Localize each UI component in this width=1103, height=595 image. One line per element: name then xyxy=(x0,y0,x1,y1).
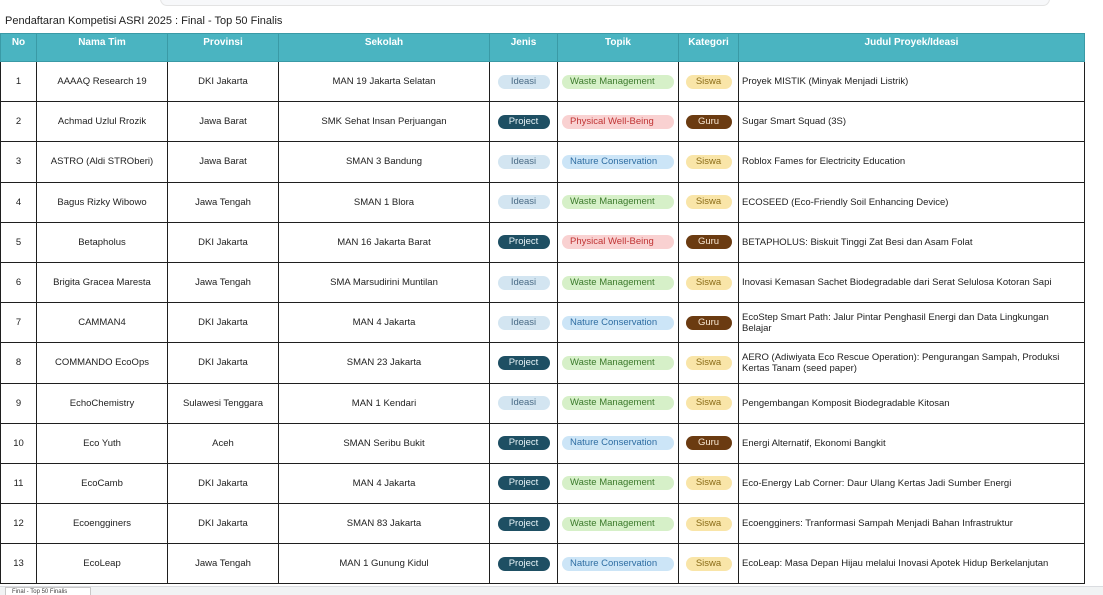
cell-provinsi[interactable]: DKI Jakarta xyxy=(168,343,279,383)
cell-kategori[interactable] xyxy=(679,383,739,423)
cell-jenis[interactable] xyxy=(490,504,558,544)
cell-no[interactable]: 1 xyxy=(1,62,37,102)
table-row[interactable] xyxy=(1,102,1085,142)
cell-kategori[interactable] xyxy=(679,544,739,584)
jenis-chip: Project xyxy=(498,115,550,129)
cell-nama-tim[interactable]: CAMMAN4 xyxy=(37,303,168,343)
topik-chip: Waste Management xyxy=(562,517,674,531)
kategori-chip: Siswa xyxy=(686,476,732,490)
cell-jenis[interactable] xyxy=(490,423,558,463)
header-judul[interactable]: Judul Proyek/Ideasi xyxy=(739,34,1085,62)
cell-sekolah[interactable]: MAN 1 Gunung Kidul xyxy=(279,544,490,584)
cell-topik[interactable] xyxy=(558,423,679,463)
cell-topik[interactable] xyxy=(558,102,679,142)
topik-chip: Waste Management xyxy=(562,356,674,370)
cell-topik[interactable] xyxy=(558,343,679,383)
cell-jenis[interactable] xyxy=(490,383,558,423)
top-toolbar xyxy=(0,0,1103,10)
topik-chip: Waste Management xyxy=(562,195,674,209)
cell-nama-tim[interactable]: Achmad Uzlul Rrozik xyxy=(37,102,168,142)
topik-chip: Nature Conservation xyxy=(562,436,674,450)
cell-nama-tim[interactable]: EchoChemistry xyxy=(37,383,168,423)
cell-sekolah[interactable]: MAN 1 Kendari xyxy=(279,383,490,423)
cell-nama-tim[interactable]: Betapholus xyxy=(37,222,168,262)
topik-chip: Waste Management xyxy=(562,476,674,490)
cell-jenis[interactable] xyxy=(490,303,558,343)
table-row[interactable] xyxy=(1,423,1085,463)
table-row[interactable] xyxy=(1,142,1085,182)
cell-jenis[interactable] xyxy=(490,182,558,222)
cell-no[interactable]: 12 xyxy=(1,504,37,544)
jenis-chip: Ideasi xyxy=(498,316,550,330)
kategori-chip: Siswa xyxy=(686,195,732,209)
cell-sekolah[interactable]: SMAN 83 Jakarta xyxy=(279,504,490,544)
cell-no[interactable]: 6 xyxy=(1,262,37,302)
table-row[interactable] xyxy=(1,544,1085,584)
header-sekolah[interactable]: Sekolah xyxy=(279,34,490,62)
finalist-table xyxy=(0,33,1085,584)
cell-topik[interactable] xyxy=(558,62,679,102)
table-row[interactable] xyxy=(1,222,1085,262)
cell-judul[interactable]: EcoLeap: Masa Depan Hijau melalui Inovasi Apotek Hidup Berkelanjutan xyxy=(739,544,1085,584)
cell-no[interactable]: 10 xyxy=(1,423,37,463)
jenis-chip: Project xyxy=(498,235,550,249)
cell-sekolah[interactable]: SMAN Seribu Bukit xyxy=(279,423,490,463)
table-row[interactable] xyxy=(1,303,1085,343)
table-row[interactable] xyxy=(1,182,1085,222)
cell-judul[interactable]: Pengembangan Komposit Biodegradable Kitosan xyxy=(739,383,1085,423)
cell-kategori[interactable] xyxy=(679,303,739,343)
cell-sekolah[interactable]: MAN 4 Jakarta xyxy=(279,303,490,343)
cell-topik[interactable] xyxy=(558,142,679,182)
cell-nama-tim[interactable]: COMMANDO EcoOps xyxy=(37,343,168,383)
jenis-chip: Project xyxy=(498,356,550,370)
topik-chip: Nature Conservation xyxy=(562,155,674,169)
cell-kategori[interactable] xyxy=(679,463,739,503)
cell-provinsi[interactable]: DKI Jakarta xyxy=(168,463,279,503)
cell-topik[interactable] xyxy=(558,182,679,222)
cell-no[interactable]: 13 xyxy=(1,544,37,584)
topik-chip: Nature Conservation xyxy=(562,316,674,330)
cell-no[interactable]: 3 xyxy=(1,142,37,182)
kategori-chip: Guru xyxy=(686,316,732,330)
kategori-chip: Siswa xyxy=(686,517,732,531)
cell-topik[interactable] xyxy=(558,463,679,503)
kategori-chip: Siswa xyxy=(686,356,732,370)
kategori-chip: Guru xyxy=(686,115,732,129)
cell-provinsi[interactable]: Sulawesi Tenggara xyxy=(168,383,279,423)
kategori-chip: Siswa xyxy=(686,75,732,89)
jenis-chip: Project xyxy=(498,557,550,571)
cell-kategori[interactable] xyxy=(679,262,739,302)
cell-jenis[interactable] xyxy=(490,222,558,262)
sheet-tab[interactable]: Final - Top 50 Finalis xyxy=(5,587,91,595)
cell-nama-tim[interactable]: Bagus Rizky Wibowo xyxy=(37,182,168,222)
cell-jenis[interactable] xyxy=(490,262,558,302)
cell-judul[interactable]: Ecoengginers: Tranformasi Sampah Menjadi Bahan Infrastruktur xyxy=(739,504,1085,544)
kategori-chip: Siswa xyxy=(686,557,732,571)
cell-no[interactable]: 5 xyxy=(1,222,37,262)
cell-provinsi[interactable]: Aceh xyxy=(168,423,279,463)
topik-chip: Physical Well-Being xyxy=(562,235,674,249)
cell-judul[interactable]: AERO (Adiwiyata Eco Rescue Operation): Pengurangan Sampah, Produksi Kertas Tanam (seed paper) xyxy=(739,343,1085,383)
cell-topik[interactable] xyxy=(558,504,679,544)
cell-sekolah[interactable]: SMAN 23 Jakarta xyxy=(279,343,490,383)
cell-nama-tim[interactable]: AAAAQ Research 19 xyxy=(37,62,168,102)
formula-bar[interactable] xyxy=(160,0,1050,6)
cell-judul[interactable]: Eco-Energy Lab Corner: Daur Ulang Kertas Jadi Sumber Energi xyxy=(739,463,1085,503)
topik-chip: Waste Management xyxy=(562,276,674,290)
cell-sekolah[interactable]: MAN 4 Jakarta xyxy=(279,463,490,503)
cell-judul[interactable]: ECOSEED (Eco-Friendly Soil Enhancing Device) xyxy=(739,182,1085,222)
cell-nama-tim[interactable]: Eco Yuth xyxy=(37,423,168,463)
cell-provinsi[interactable]: DKI Jakarta xyxy=(168,62,279,102)
cell-topik[interactable] xyxy=(558,262,679,302)
sheet-title: Pendaftaran Kompetisi ASRI 2025 : Final - Top 50 Finalis xyxy=(5,15,283,27)
cell-topik[interactable] xyxy=(558,303,679,343)
cell-no[interactable]: 2 xyxy=(1,102,37,142)
cell-no[interactable]: 9 xyxy=(1,383,37,423)
jenis-chip: Ideasi xyxy=(498,396,550,410)
cell-judul[interactable]: Roblox Fames for Electricity Education xyxy=(739,142,1085,182)
cell-kategori[interactable] xyxy=(679,142,739,182)
cell-provinsi[interactable]: Jawa Tengah xyxy=(168,182,279,222)
jenis-chip: Project xyxy=(498,476,550,490)
jenis-chip: Ideasi xyxy=(498,195,550,209)
cell-nama-tim[interactable]: Ecoengginers xyxy=(37,504,168,544)
cell-nama-tim[interactable]: EcoLeap xyxy=(37,544,168,584)
cell-kategori[interactable] xyxy=(679,62,739,102)
sheet-tab-bar xyxy=(0,586,1103,595)
cell-provinsi[interactable]: Jawa Tengah xyxy=(168,262,279,302)
cell-jenis[interactable] xyxy=(490,463,558,503)
header-nama-tim[interactable]: Nama Tim xyxy=(37,34,168,62)
cell-kategori[interactable] xyxy=(679,182,739,222)
cell-jenis[interactable] xyxy=(490,544,558,584)
cell-kategori[interactable] xyxy=(679,423,739,463)
topik-chip: Nature Conservation xyxy=(562,557,674,571)
cell-no[interactable]: 4 xyxy=(1,182,37,222)
header-no[interactable]: No xyxy=(1,34,37,62)
cell-topik[interactable] xyxy=(558,544,679,584)
jenis-chip: Ideasi xyxy=(498,276,550,290)
cell-provinsi[interactable]: Jawa Barat xyxy=(168,142,279,182)
cell-provinsi[interactable]: DKI Jakarta xyxy=(168,222,279,262)
table-row[interactable] xyxy=(1,504,1085,544)
table-row[interactable] xyxy=(1,383,1085,423)
cell-kategori[interactable] xyxy=(679,102,739,142)
kategori-chip: Siswa xyxy=(686,396,732,410)
topik-chip: Waste Management xyxy=(562,396,674,410)
kategori-chip: Guru xyxy=(686,436,732,450)
cell-sekolah[interactable]: SMA Marsudirini Muntilan xyxy=(279,262,490,302)
header-provinsi[interactable]: Provinsi xyxy=(168,34,279,62)
jenis-chip: Ideasi xyxy=(498,75,550,89)
header-kategori[interactable]: Kategori xyxy=(679,34,739,62)
cell-sekolah[interactable]: MAN 19 Jakarta Selatan xyxy=(279,62,490,102)
cell-nama-tim[interactable]: EcoCamb xyxy=(37,463,168,503)
cell-topik[interactable] xyxy=(558,383,679,423)
cell-judul[interactable]: Energi Alternatif, Ekonomi Bangkit xyxy=(739,423,1085,463)
cell-judul[interactable]: Proyek MISTIK (Minyak Menjadi Listrik) xyxy=(739,62,1085,102)
cell-jenis[interactable] xyxy=(490,102,558,142)
cell-jenis[interactable] xyxy=(490,62,558,102)
cell-provinsi[interactable]: DKI Jakarta xyxy=(168,303,279,343)
cell-provinsi[interactable]: Jawa Barat xyxy=(168,102,279,142)
header-jenis[interactable]: Jenis xyxy=(490,34,558,62)
table-row[interactable] xyxy=(1,62,1085,102)
cell-no[interactable]: 11 xyxy=(1,463,37,503)
cell-no[interactable]: 8 xyxy=(1,343,37,383)
cell-judul[interactable]: EcoStep Smart Path: Jalur Pintar Penghasil Energi dan Data Lingkungan Belajar xyxy=(739,303,1085,343)
cell-nama-tim[interactable]: ASTRO (Aldi STROberi) xyxy=(37,142,168,182)
cell-no[interactable]: 7 xyxy=(1,303,37,343)
kategori-chip: Siswa xyxy=(686,276,732,290)
cell-jenis[interactable] xyxy=(490,343,558,383)
header-topik[interactable]: Topik xyxy=(558,34,679,62)
cell-sekolah[interactable]: SMK Sehat Insan Perjuangan xyxy=(279,102,490,142)
cell-nama-tim[interactable]: Brigita Gracea Maresta xyxy=(37,262,168,302)
topik-chip: Waste Management xyxy=(562,75,674,89)
cell-judul[interactable]: Inovasi Kemasan Sachet Biodegradable dari Serat Selulosa Kotoran Sapi xyxy=(739,262,1085,302)
table-row[interactable] xyxy=(1,343,1085,383)
jenis-chip: Ideasi xyxy=(498,155,550,169)
topik-chip: Physical Well-Being xyxy=(562,115,674,129)
cell-kategori[interactable] xyxy=(679,343,739,383)
cell-sekolah[interactable]: SMAN 1 Blora xyxy=(279,182,490,222)
table-row[interactable] xyxy=(1,262,1085,302)
cell-topik[interactable] xyxy=(558,222,679,262)
cell-sekolah[interactable]: SMAN 3 Bandung xyxy=(279,142,490,182)
cell-judul[interactable]: BETAPHOLUS: Biskuit Tinggi Zat Besi dan Asam Folat xyxy=(739,222,1085,262)
cell-sekolah[interactable]: MAN 16 Jakarta Barat xyxy=(279,222,490,262)
jenis-chip: Project xyxy=(498,517,550,531)
cell-kategori[interactable] xyxy=(679,504,739,544)
header-row xyxy=(1,34,1085,62)
cell-jenis[interactable] xyxy=(490,142,558,182)
kategori-chip: Guru xyxy=(686,235,732,249)
cell-provinsi[interactable]: Jawa Tengah xyxy=(168,544,279,584)
kategori-chip: Siswa xyxy=(686,155,732,169)
cell-judul[interactable]: Sugar Smart Squad (3S) xyxy=(739,102,1085,142)
cell-provinsi[interactable]: DKI Jakarta xyxy=(168,504,279,544)
jenis-chip: Project xyxy=(498,436,550,450)
cell-kategori[interactable] xyxy=(679,222,739,262)
table-row[interactable] xyxy=(1,463,1085,503)
